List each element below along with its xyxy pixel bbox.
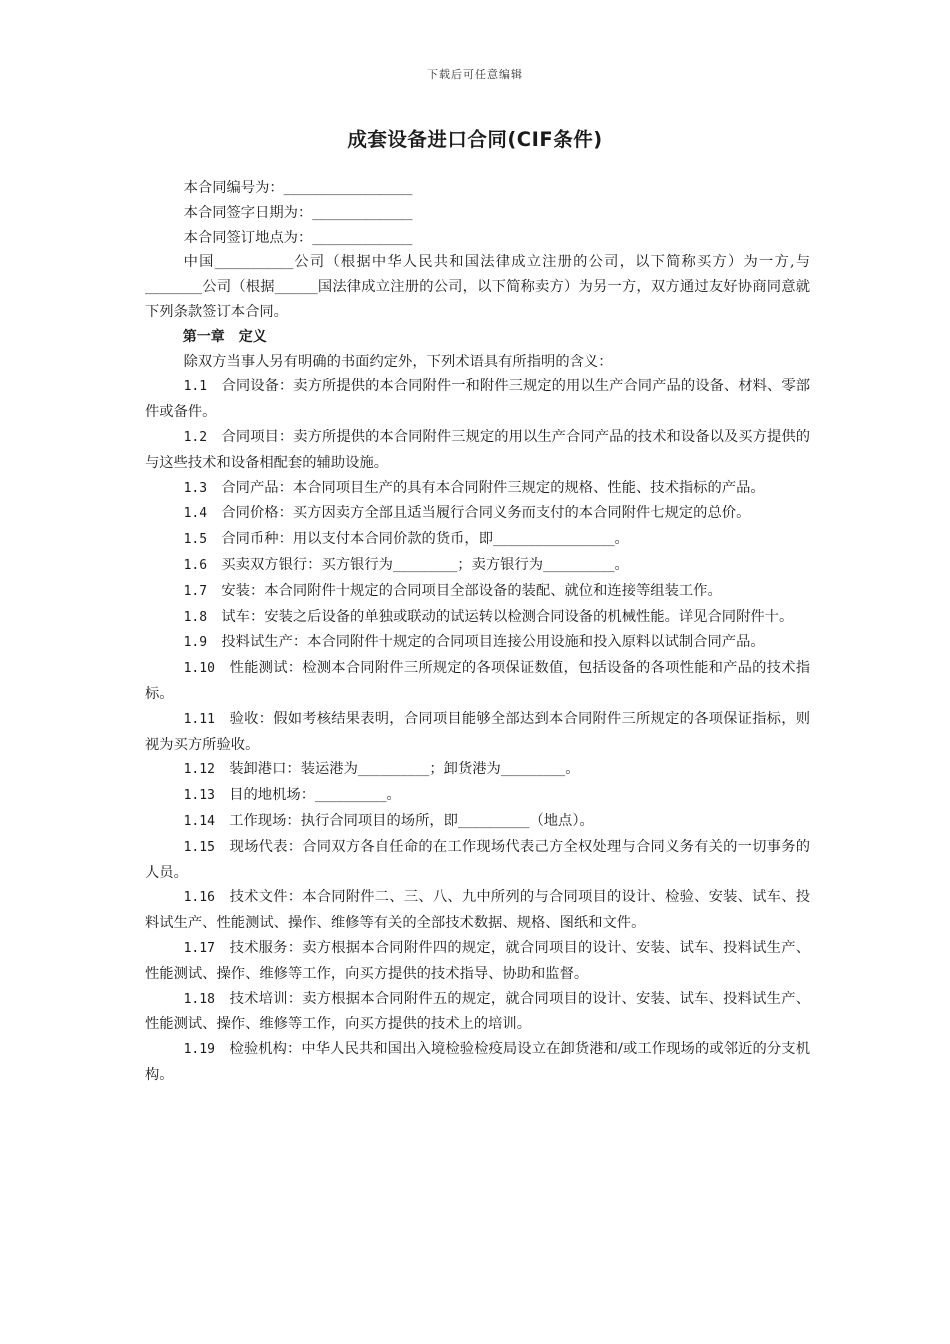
clause-text: 技术培训：卖方根据本合同附件五的规定，就合同项目的设计、安装、试车、投料试生产、性能测试、操作、维修等工作，向买方提供的技术上的培训。: [145, 990, 810, 1033]
clause-text: 试车：安装之后设备的单独或联动的试运转以检测合同设备的机械性能。详见合同附件十。: [221, 608, 794, 625]
clause-number: 1.6: [183, 557, 208, 573]
clause-item: [145, 757, 810, 783]
clause-item: [145, 987, 810, 1038]
clause-text: 现场代表：合同双方各自任命的在工作现场代表己方全权处理与合同义务有关的一切事务的人员。: [145, 838, 810, 881]
clause-text: 技术文件：本合同附件二、三、八、九中所列的与合同项目的设计、检验、安装、试车、投料试生产、性能测试、操作、维修等有关的全部技术数据、规格、图纸和文件。: [145, 889, 810, 932]
clause-text: 安装：本合同附件十规定的合同项目全部设备的装配、就位和连接等组装工作。: [221, 582, 722, 599]
clause-text: 性能测试：检测本合同附件三所规定的各项保证数值，包括设备的各项性能和产品的技术指标。: [145, 660, 810, 702]
clause-text: 工作现场：执行合同项目的场所，即__________（地点）。: [229, 812, 594, 829]
clause-number: 1.3: [183, 480, 208, 496]
clause-text: 验收：假如考核结果表明，合同项目能够全部达到本合同附件三所规定的各项保证指标，则视为买方所验收。: [145, 710, 810, 753]
clause-text: 合同产品：本合同项目生产的具有本合同附件三规定的规格、性能、技术指标的产品。: [221, 479, 765, 496]
clause-number: 1.11: [183, 711, 215, 727]
clause-item: [145, 707, 810, 758]
clause-item: [145, 1037, 810, 1088]
clause-number: 1.13: [183, 788, 215, 804]
clause-number: 1.1: [183, 379, 208, 395]
clause-item: [145, 476, 810, 502]
meta-signing-date: 本合同签字日期为：______________: [183, 204, 413, 221]
clause-text: 买卖双方银行：买方银行为_________；卖方银行为__________。: [221, 556, 629, 573]
clause-text: 技术服务：卖方根据本合同附件四的规定，就合同项目的设计、安装、试车、投料试生产、性能测试、操作、维修等工作，向买方提供的技术指导、协助和监督。: [145, 939, 810, 982]
document-title: 成套设备进口合同(CIF条件): [347, 128, 603, 151]
clause-number: 1.18: [183, 991, 215, 1007]
parties-paragraph: 中国___________公司（根据中华人民共和国法律成立注册的公司，以下简称买方）为一方,与________公司（根据______国法律成立注册的公司，以下简称卖方）为另一方，双方通过友好协商同意就下列条款签订本合同。: [145, 254, 810, 320]
clause-number: 1.9: [183, 635, 208, 651]
clause-item: [145, 656, 810, 707]
clause-text: 合同币种：用以支付本合同价款的货币，即_________________。: [221, 531, 629, 548]
clause-item: [145, 527, 810, 553]
clause-text: 投料试生产：本合同附件十规定的合同项目连接公用设施和投入原料以试制合同产品。: [221, 634, 765, 651]
clause-number: 1.12: [183, 762, 215, 778]
clause-item: [145, 425, 810, 476]
clause-item: [145, 374, 810, 425]
clause-item: [145, 809, 810, 835]
clause-item: [145, 835, 810, 886]
header-note: 下载后可任意编辑: [427, 68, 523, 81]
clause-number: 1.17: [183, 940, 215, 956]
document-body: [145, 176, 810, 1088]
clause-item: [145, 630, 810, 656]
clause-number: 1.10: [183, 661, 215, 677]
clause-text: 目的地机场：__________。: [229, 787, 401, 804]
clause-number: 1.5: [183, 532, 208, 548]
clause-item: [145, 936, 810, 987]
clause-item: [145, 605, 810, 631]
clause-item: [145, 885, 810, 936]
clause-number: 1.8: [183, 609, 208, 625]
clause-text: 合同项目：卖方所提供的本合同附件三规定的用以生产合同产品的技术和设备以及买方提供的与这些技术和设备相配套的辅助设施。: [145, 428, 811, 471]
meta-contract-number: 本合同编号为：__________________: [183, 180, 413, 196]
clause-item: [145, 783, 810, 809]
clause-list: [145, 374, 810, 1087]
clause-number: 1.2: [183, 429, 208, 445]
chapter-heading: 第一章 定义: [182, 328, 267, 345]
clause-text: 装卸港口：装运港为__________；卸货港为_________。: [229, 761, 580, 778]
clause-text: 检验机构：中华人民共和国出入境检验检疫局设立在卸货港和/或工作现场的或邻近的分支机构。: [145, 1041, 810, 1083]
clause-number: 1.19: [183, 1042, 215, 1058]
clause-number: 1.4: [183, 506, 208, 522]
meta-signing-place: 本合同签订地点为：______________: [183, 229, 413, 246]
definitions-intro: 除双方当事人另有明确的书面约定外，下列术语具有所指明的含义：: [183, 353, 613, 370]
clause-text: 合同设备：卖方所提供的本合同附件一和附件三规定的用以生产合同产品的设备、材料、零部件或备件。: [145, 378, 811, 421]
clause-text: 合同价格：买方因卖方全部且适当履行合同义务而支付的本合同附件七规定的总价。: [221, 505, 751, 522]
clause-number: 1.7: [183, 583, 208, 599]
clause-number: 1.14: [183, 813, 215, 829]
clause-item: [145, 579, 810, 605]
clause-item: [145, 501, 810, 527]
clause-item: [145, 553, 810, 579]
clause-number: 1.16: [183, 890, 215, 906]
clause-number: 1.15: [183, 839, 215, 855]
